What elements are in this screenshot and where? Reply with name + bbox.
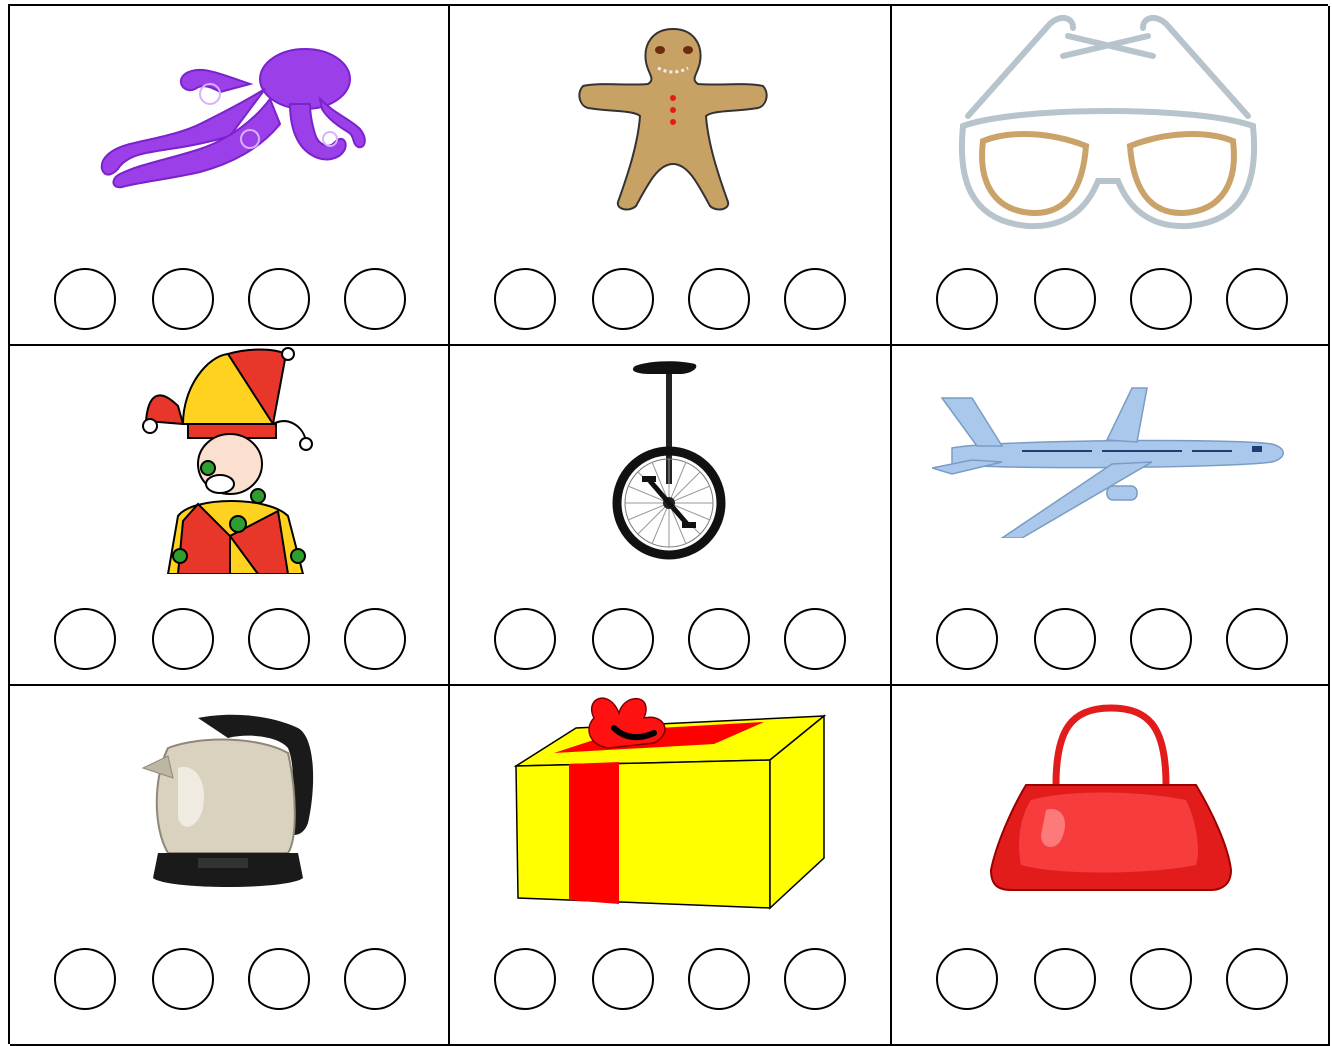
handbag-icon [986,700,1236,900]
cell-5 [450,346,892,686]
answer-circle[interactable] [1226,608,1288,670]
answer-circle[interactable] [592,268,654,330]
gift-icon [514,688,826,916]
answer-circle[interactable] [936,948,998,1010]
answer-circle[interactable] [54,268,116,330]
goggles-icon [948,6,1268,236]
answer-circle[interactable] [936,608,998,670]
answer-circle[interactable] [152,268,214,330]
cell-2 [450,6,892,346]
answer-circle[interactable] [1130,948,1192,1010]
kettle-icon [138,708,318,890]
answer-circle[interactable] [784,948,846,1010]
answer-circle[interactable] [248,948,310,1010]
cell-7 [10,686,450,1046]
unicycle-icon [610,356,730,561]
answer-circle[interactable] [688,948,750,1010]
answer-circle[interactable] [688,608,750,670]
answer-circle[interactable] [494,608,556,670]
answer-circle[interactable] [54,608,116,670]
answer-circle[interactable] [152,608,214,670]
octopus-icon [90,44,370,194]
answer-circle[interactable] [1034,948,1096,1010]
answer-circle[interactable] [344,608,406,670]
answer-circle[interactable] [1034,608,1096,670]
answer-circle[interactable] [152,948,214,1010]
answer-circle[interactable] [248,268,310,330]
answer-circle[interactable] [1130,268,1192,330]
answer-circle[interactable] [344,268,406,330]
worksheet-grid [8,4,1328,1044]
answer-circle[interactable] [1034,268,1096,330]
jet-icon [932,378,1292,538]
answer-circle[interactable] [248,608,310,670]
answer-circle[interactable] [344,948,406,1010]
gingerbread-man-icon [578,24,768,214]
answer-circle[interactable] [592,948,654,1010]
answer-circle[interactable] [1226,268,1288,330]
cell-3 [892,6,1330,346]
jester-icon [138,346,318,574]
answer-circle[interactable] [1130,608,1192,670]
answer-circle[interactable] [688,268,750,330]
cell-6 [892,346,1330,686]
answer-circle[interactable] [592,608,654,670]
answer-circle[interactable] [936,268,998,330]
cell-4 [10,346,450,686]
answer-circle[interactable] [494,948,556,1010]
cell-1 [10,6,450,346]
answer-circle[interactable] [1226,948,1288,1010]
answer-circle[interactable] [54,948,116,1010]
answer-circle[interactable] [784,268,846,330]
cell-8 [450,686,892,1046]
answer-circle[interactable] [784,608,846,670]
answer-circle[interactable] [494,268,556,330]
cell-9 [892,686,1330,1046]
